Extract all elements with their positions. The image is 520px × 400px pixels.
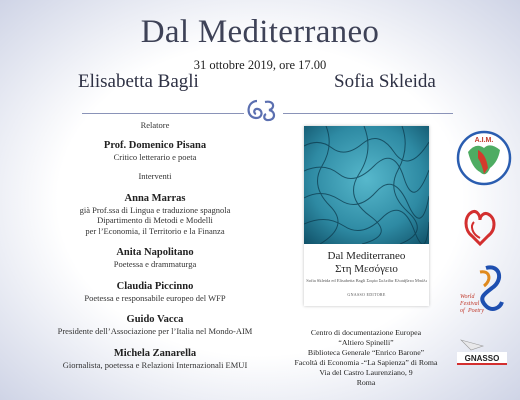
speaker-role: Giornalista, poetessa e Relazioni Internazionali EMUI xyxy=(62,359,248,370)
author-left: Elisabetta Bagli xyxy=(78,71,199,92)
event-title: Dal Mediterraneo xyxy=(140,14,380,50)
relatore-label: Relatore xyxy=(140,120,170,130)
relatore-name: Prof. Domenico Pisana xyxy=(103,140,207,151)
program-list xyxy=(40,120,270,370)
speaker-name: Anita Napolitano xyxy=(116,247,194,258)
speaker-role: per l’Economia, il Territorio e la Finanza xyxy=(85,225,225,236)
event-date: 31 ottobre 2019, ore 17.00 xyxy=(193,58,327,72)
interventi-label: Interventi xyxy=(138,170,172,181)
wfp-text: of xyxy=(460,308,465,314)
speaker-role: Poetessa e responsabile europeo del WFP xyxy=(84,292,226,303)
aim-logo-icon xyxy=(456,128,512,188)
relatore-role: Critico letterario e poeta xyxy=(113,152,197,162)
venue-line: Roma xyxy=(356,378,376,387)
speaker-name: Anna Marras xyxy=(124,192,186,204)
book-title-greek: Στη Μεσόγειο xyxy=(335,263,398,275)
book-authors: Sofia Skleida ed Elisabetta Bagli Σοφία Σκλείδα Ελισάβετα Μπάλι xyxy=(306,278,427,283)
venue-line: Biblioteca Generale “Enrico Barone” xyxy=(307,348,425,357)
speaker-role: già Prof.ssa di Lingua e traduzione spagnola xyxy=(79,204,231,215)
book-title-italian: Dal Mediterraneo xyxy=(327,250,406,262)
aim-logo-text: A.I.M. xyxy=(474,137,494,144)
speaker-name: Claudia Piccinno xyxy=(116,280,194,292)
speaker-name: Guido Vacca xyxy=(126,314,184,325)
venue-info xyxy=(276,328,456,388)
venue-line: Via del Castro Laurenziano, 9 xyxy=(319,368,413,377)
speaker-name: Michela Zanarella xyxy=(113,347,197,359)
speaker-role: Presidente dell’Associazione per l’Italia nel Mondo-AIM xyxy=(57,326,253,336)
author-right: Sofia Skleida xyxy=(334,71,436,92)
venue-line: Facoltà di Economia -“La Sapienza” di Roma xyxy=(294,358,438,367)
wfp-text: World xyxy=(460,294,475,300)
speaker-role: Dipartimento di Metodi e Modelli xyxy=(97,215,213,225)
hands-logo-icon xyxy=(462,206,498,250)
gnasso-logo-text: GNASSO xyxy=(464,354,500,363)
gnasso-logo-icon xyxy=(455,334,509,368)
wfp-text: Festival xyxy=(460,301,480,307)
wfp-logo-icon xyxy=(456,262,508,320)
divider-right xyxy=(283,113,453,114)
divider-left xyxy=(82,113,244,114)
wfp-text: Poetry xyxy=(468,308,484,314)
sea-cover-image xyxy=(304,126,429,244)
venue-line: Centro di documentazione Europea xyxy=(310,328,422,337)
speaker-role: Poetessa e drammaturga xyxy=(113,259,197,269)
book-cover xyxy=(304,126,429,306)
venue-line: “Altiero Spinelli” xyxy=(338,338,394,347)
book-publisher: GNASSO EDITORE xyxy=(347,292,386,297)
